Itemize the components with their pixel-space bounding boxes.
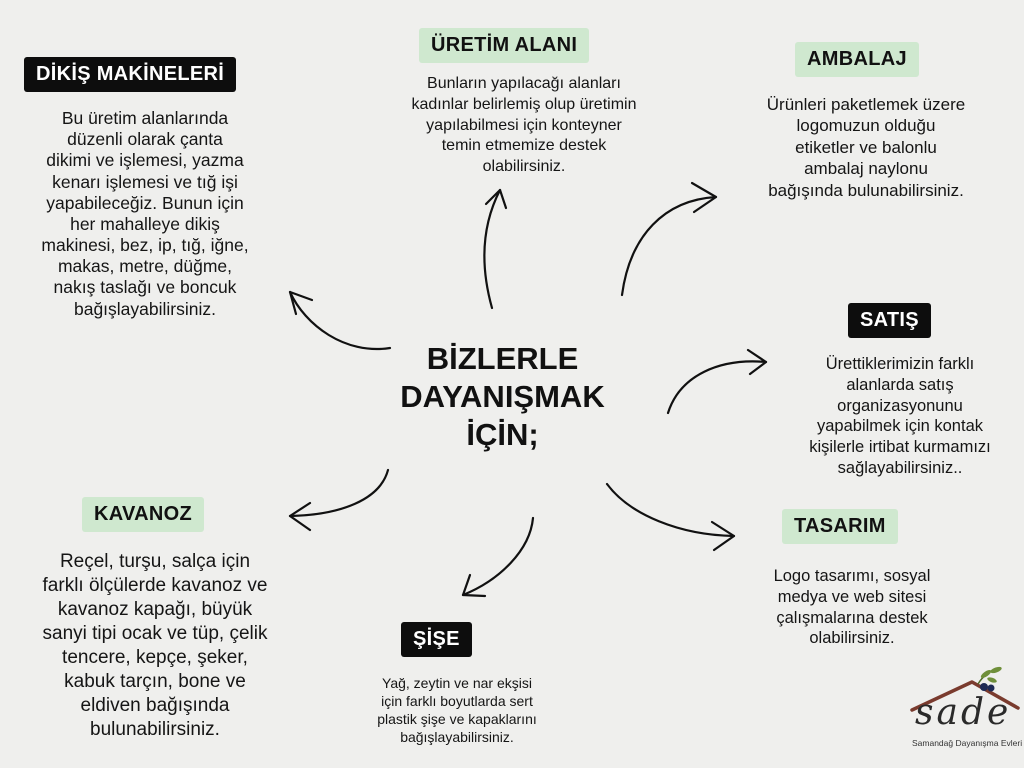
- sise-text: Yağ, zeytin ve nar ekşisi için farklı boyutlarda sert plastik şişe ve kapaklarını bağışlayabilirsiniz.: [377, 675, 537, 745]
- arrow-to-satis: [668, 361, 766, 413]
- dikis-makineleri-text: Bu üretim alanlarında düzenli olarak çanta dikimi ve işlemesi, yazma kenarı işlemesi ve tığ işi yapabileceğiz. Bunun için her mahalleye dikiş makinesi, bez, ip, tığ, iğne, makas, metre, düğme, nakış taslağı ve boncuk bağışlayabilirsiniz.: [41, 108, 249, 319]
- satis-text: Ürettiklerimizin farklı alanlarda satış organizasyonunu yapabilmek için kontak kişilerle irtibat kurmamızı sağlayabilirsiniz..: [809, 355, 991, 477]
- kavanoz-title: KAVANOZ: [82, 497, 204, 532]
- logo-word: sade: [915, 692, 1012, 733]
- ambalaj-text: Ürünleri paketlemek üzere logomuzun olduğu etiketler ve balonlu ambalaj naylonu bağışında bulunabilirsiniz.: [766, 95, 966, 200]
- dikis-makineleri-title: DİKİŞ MAKİNELERİ: [24, 57, 236, 92]
- uretim-alani-text: Bunların yapılacağı alanları kadınlar belirlemiş olup üretimin yapılabilmesi için konteyner temin etmemize destek olabilirsiniz.: [411, 75, 637, 176]
- satis-title: SATIŞ: [848, 303, 931, 338]
- arrow-to-ambalaj: [622, 197, 716, 295]
- arrow-to-sise: [463, 518, 533, 595]
- tasarim-text: Logo tasarımı, sosyal medya ve web sitesi çalışmalarına destek olabilirsiniz.: [773, 567, 931, 648]
- ambalaj-title: AMBALAJ: [795, 42, 919, 77]
- arrow-to-kavanoz: [290, 470, 388, 516]
- center-title: BİZLERLE DAYANIŞMAK İÇİN;: [400, 341, 605, 453]
- arrow-to-tasarim: [607, 484, 734, 536]
- logo-subtitle: Samandağ Dayanışma Evleri: [912, 738, 1023, 748]
- uretim-alani-title: ÜRETİM ALANI: [419, 28, 589, 63]
- tasarim-title: TASARIM: [782, 509, 898, 544]
- kavanoz-text: Reçel, turşu, salça için farklı ölçülerde kavanoz ve kavanoz kapağı, büyük sanyi tipi ocak ve tüp, çelik tencere, kepçe, şeker, kabuk tarçın, bone ve eldiven bağışında bulunabilirsiniz.: [42, 551, 268, 740]
- arrow-to-uretim: [484, 190, 500, 308]
- sise-title: ŞİŞE: [401, 622, 472, 657]
